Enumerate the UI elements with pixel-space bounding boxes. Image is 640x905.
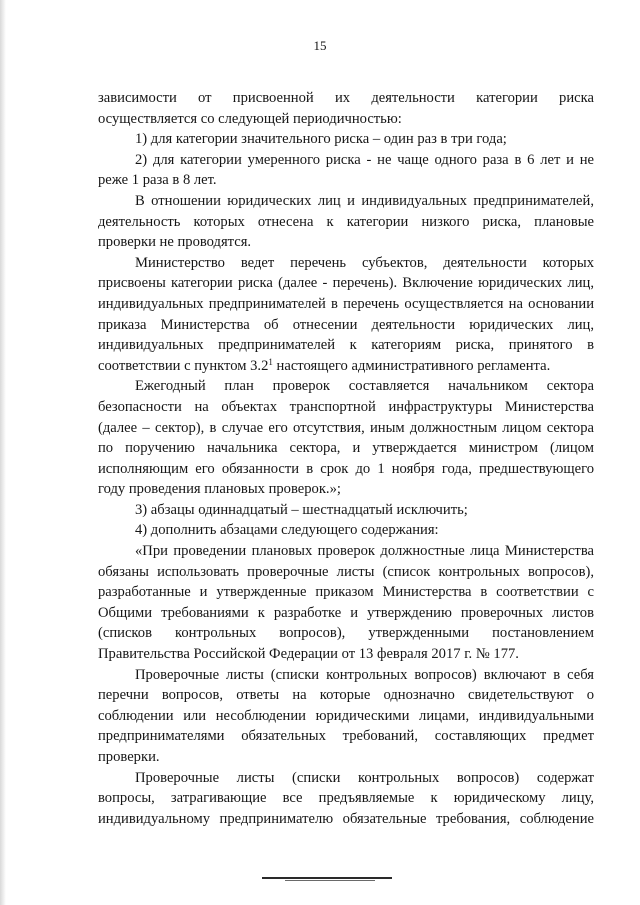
text-line: осуществляется со следующей периодичностью: [98,110,402,127]
text-line: присвоены категории риска (далее - перечень). Включение юридических лиц, [98,275,594,292]
text-line: вопросы, затрагивающие все предъявляемые к юридическому лицу, [98,790,594,807]
footer-line-shadow [285,880,375,881]
text-line: году проведения плановых проверок.»; [98,481,341,498]
text-line: предпринимателями обязательных требований, составляющих предмет [98,728,594,745]
paragraph-start: «При проведении плановых проверок должностные лица Министерства [135,543,594,560]
text-line: исполняющим его обязанности в срок до 1 ноября года, предшествующего [98,460,594,477]
text-line: зависимости от присвоенной их деятельности категории риска [98,90,594,106]
list-item: 2) для категории умеренного риска - не чаще одного раза в 6 лет и не [135,151,594,168]
text-line: индивидуальному предпринимателю обязательные требования, соблюдение [98,810,594,827]
scan-edge-shadow [0,0,6,905]
list-item: 1) для категории значительного риска – один раз в три года; [135,131,507,148]
paragraph-start: В отношении юридических лиц и индивидуальных предпринимателей, [135,192,594,209]
text-line: индивидуальных предпринимателей к категориям риска, принятого в [98,337,594,354]
text-line: Общими требованиями к разработке и утверждению проверочных листов [98,604,594,621]
text-line: (списков контрольных вопросов), утвержденными постановлением [98,625,594,642]
text-line: деятельность которых отнесена к категории низкого риска, плановые [98,213,594,230]
superscript: 1 [268,356,273,367]
text-segment: настоящего административного регламента. [272,357,551,374]
list-item: 4) дополнить абзацами следующего содержания: [135,522,439,539]
text-line: обязаны использовать проверочные листы (список контрольных вопросов), [98,563,594,580]
paragraph-start: Проверочные листы (списки контрольных вопросов) включают в себя [135,666,594,683]
page-number: 15 [313,38,327,53]
text-line: Правительства Российской Федерации от 13 февраля 2017 г. № 177. [98,646,519,663]
text-line: соблюдении или несоблюдении юридическими лицами, индивидуальными [98,707,594,724]
text-line-with-footnote [98,356,594,377]
text-line: реже 1 раза в 8 лет. [98,172,217,189]
footer-line [262,877,392,879]
text-line: индивидуальных предпринимателей в перечень осуществляется на основании [98,295,594,312]
paragraph-start: Ежегодный план проверок составляется начальником сектора [135,378,594,395]
text-line: проверки не проводятся. [98,234,252,251]
list-item: 3) абзацы одиннадцатый – шестнадцатый исключить; [135,501,468,518]
text-line: разработанные и утвержденные приказом Министерства в соответствии с [98,584,594,601]
document-body [98,88,594,829]
text-line: безопасности на объектах транспортной инфраструктуры Министерства [98,398,594,415]
text-line: приказа Министерства об отнесении деятельности юридических лиц, [98,316,594,333]
text-segment: соответствии с пунктом 3.2 [98,357,269,374]
text-line: по поручению начальника сектора, и утверждается министром (лицом [98,440,594,457]
text-line: проверки. [98,749,160,765]
text-line: перечни вопросов, ответы на которые однозначно свидетельствуют о [98,687,594,704]
text-line: (далее – сектор), в случае его отсутствия, иным должностным лицом сектора [98,419,594,436]
paragraph-start: Проверочные листы (списки контрольных вопросов) содержат [135,769,594,786]
paragraph-start: Министерство ведет перечень субъектов, деятельности которых [135,254,594,271]
